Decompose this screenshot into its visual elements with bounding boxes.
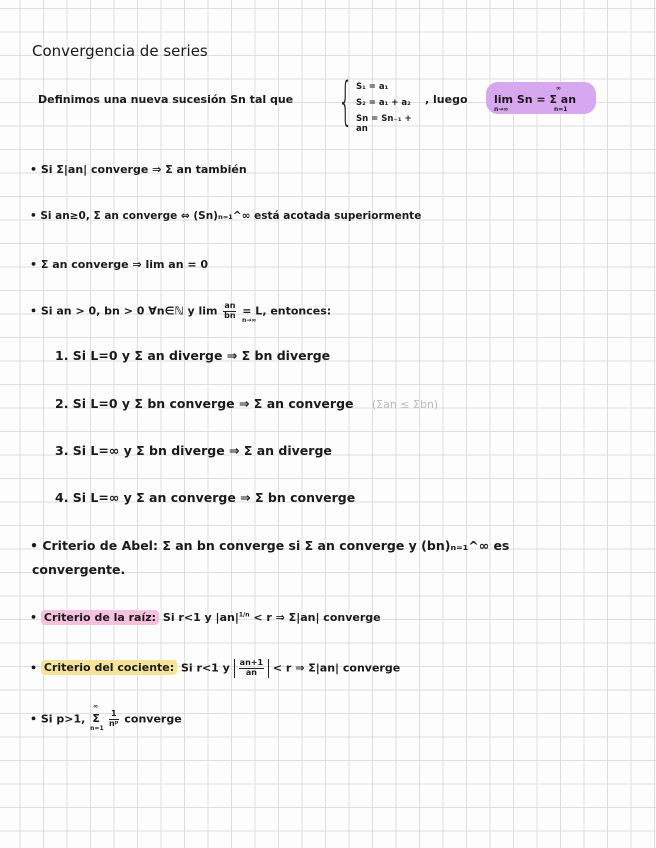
p-text-a: • Si p>1, <box>30 712 86 726</box>
root-sup: 1/n <box>238 611 250 619</box>
root-text-a: Si r<1 y |an| <box>162 611 239 624</box>
case-2: S₂ = a₁ + a₂ <box>356 98 411 108</box>
sub-item-4: 4. Si L=∞ y Σ an converge ⇒ Σ bn converge <box>55 490 356 505</box>
ratio-abs <box>234 659 269 678</box>
ratio-text-b: < r ⇒ Σ|an| converge <box>272 661 401 675</box>
abel-criterion-line1: • Criterio de Abel: Σ an bn converge si Σ an converge y (bn)ₙ₌₁^∞ es <box>30 538 510 553</box>
formula-sum-sup: ∞ <box>556 85 561 92</box>
sub-item-2-text: 2. Si L=0 y Σ bn converge ⇒ Σ an converge <box>55 396 354 411</box>
page-title: Convergencia de series <box>32 42 208 60</box>
p-sum: Σ <box>92 712 100 726</box>
p-text-b: converge <box>124 712 182 726</box>
case-1: S₁ = a₁ <box>356 82 389 92</box>
definition-then: , luego <box>425 93 468 106</box>
ratio-fraction <box>239 659 264 678</box>
ratio-bullet: • <box>30 661 38 675</box>
item-bounded-partial-sums: • Si an≥0, Σ an converge ⇔ (Sn)ₙ₌₁^∞ está acotada superiormente <box>30 210 422 222</box>
sub-item-2-note: (Σan ≤ Σbn) <box>371 398 439 411</box>
formula-text: lim Sn = Σ an <box>494 93 577 106</box>
compare-lim-sub: n→∞ <box>242 317 257 324</box>
p-fraction <box>109 710 119 729</box>
formula-lim-sub: n→∞ <box>494 106 509 113</box>
ratio-frac-top: an+1 <box>239 658 264 667</box>
case-3: Sn = Sn₋₁ + an <box>356 114 412 134</box>
root-bullet: • <box>30 611 38 624</box>
definition-formula <box>494 85 577 113</box>
sub-item-3: 3. Si L=∞ y Σ bn diverge ⇒ Σ an diverge <box>55 443 332 458</box>
definition-cases <box>338 72 418 134</box>
compare-intro-a: • Si an > 0, bn > 0 ∀n∈ℕ y lim <box>30 304 218 318</box>
root-text-b: < r ⇒ Σ|an| converge <box>253 611 381 624</box>
formula-sum-sub: n=1 <box>554 106 568 113</box>
ratio-label: Criterio del cociente: <box>41 660 177 675</box>
compare-intro-b: = L, entonces: <box>242 304 332 318</box>
sub-item-2 <box>55 398 438 411</box>
p-frac-bot: nᵖ <box>109 718 119 728</box>
compare-frac-bot: bn <box>224 310 236 320</box>
p-series <box>30 703 182 733</box>
definition-intro: Definimos una nueva sucesión Sn tal que <box>38 93 294 106</box>
p-sum-sub: n=1 <box>90 725 104 733</box>
compare-fraction <box>223 302 236 321</box>
brace-symbol: { <box>338 72 353 132</box>
item-necessary-condition: • Σ an converge ⇒ lim an = 0 <box>30 258 209 271</box>
root-criterion <box>30 612 381 623</box>
item-absolute-convergence: • Si Σ|an| converge ⇒ Σ an también <box>30 163 247 176</box>
ratio-text-a: Si r<1 y <box>181 661 230 675</box>
p-sum-block <box>89 703 104 733</box>
sub-item-1: 1. Si L=0 y Σ an diverge ⇒ Σ bn diverge <box>55 348 331 363</box>
compare-frac-top: an <box>224 301 236 310</box>
p-sum-sup: ∞ <box>93 703 99 711</box>
abel-criterion-line2: convergente. <box>32 562 126 577</box>
ratio-frac-bot: an <box>245 667 257 677</box>
root-label: Criterio de la raíz: <box>41 610 159 625</box>
item-limit-comparison <box>30 301 332 324</box>
p-frac-top: 1 <box>110 709 117 718</box>
ratio-criterion <box>30 659 400 678</box>
